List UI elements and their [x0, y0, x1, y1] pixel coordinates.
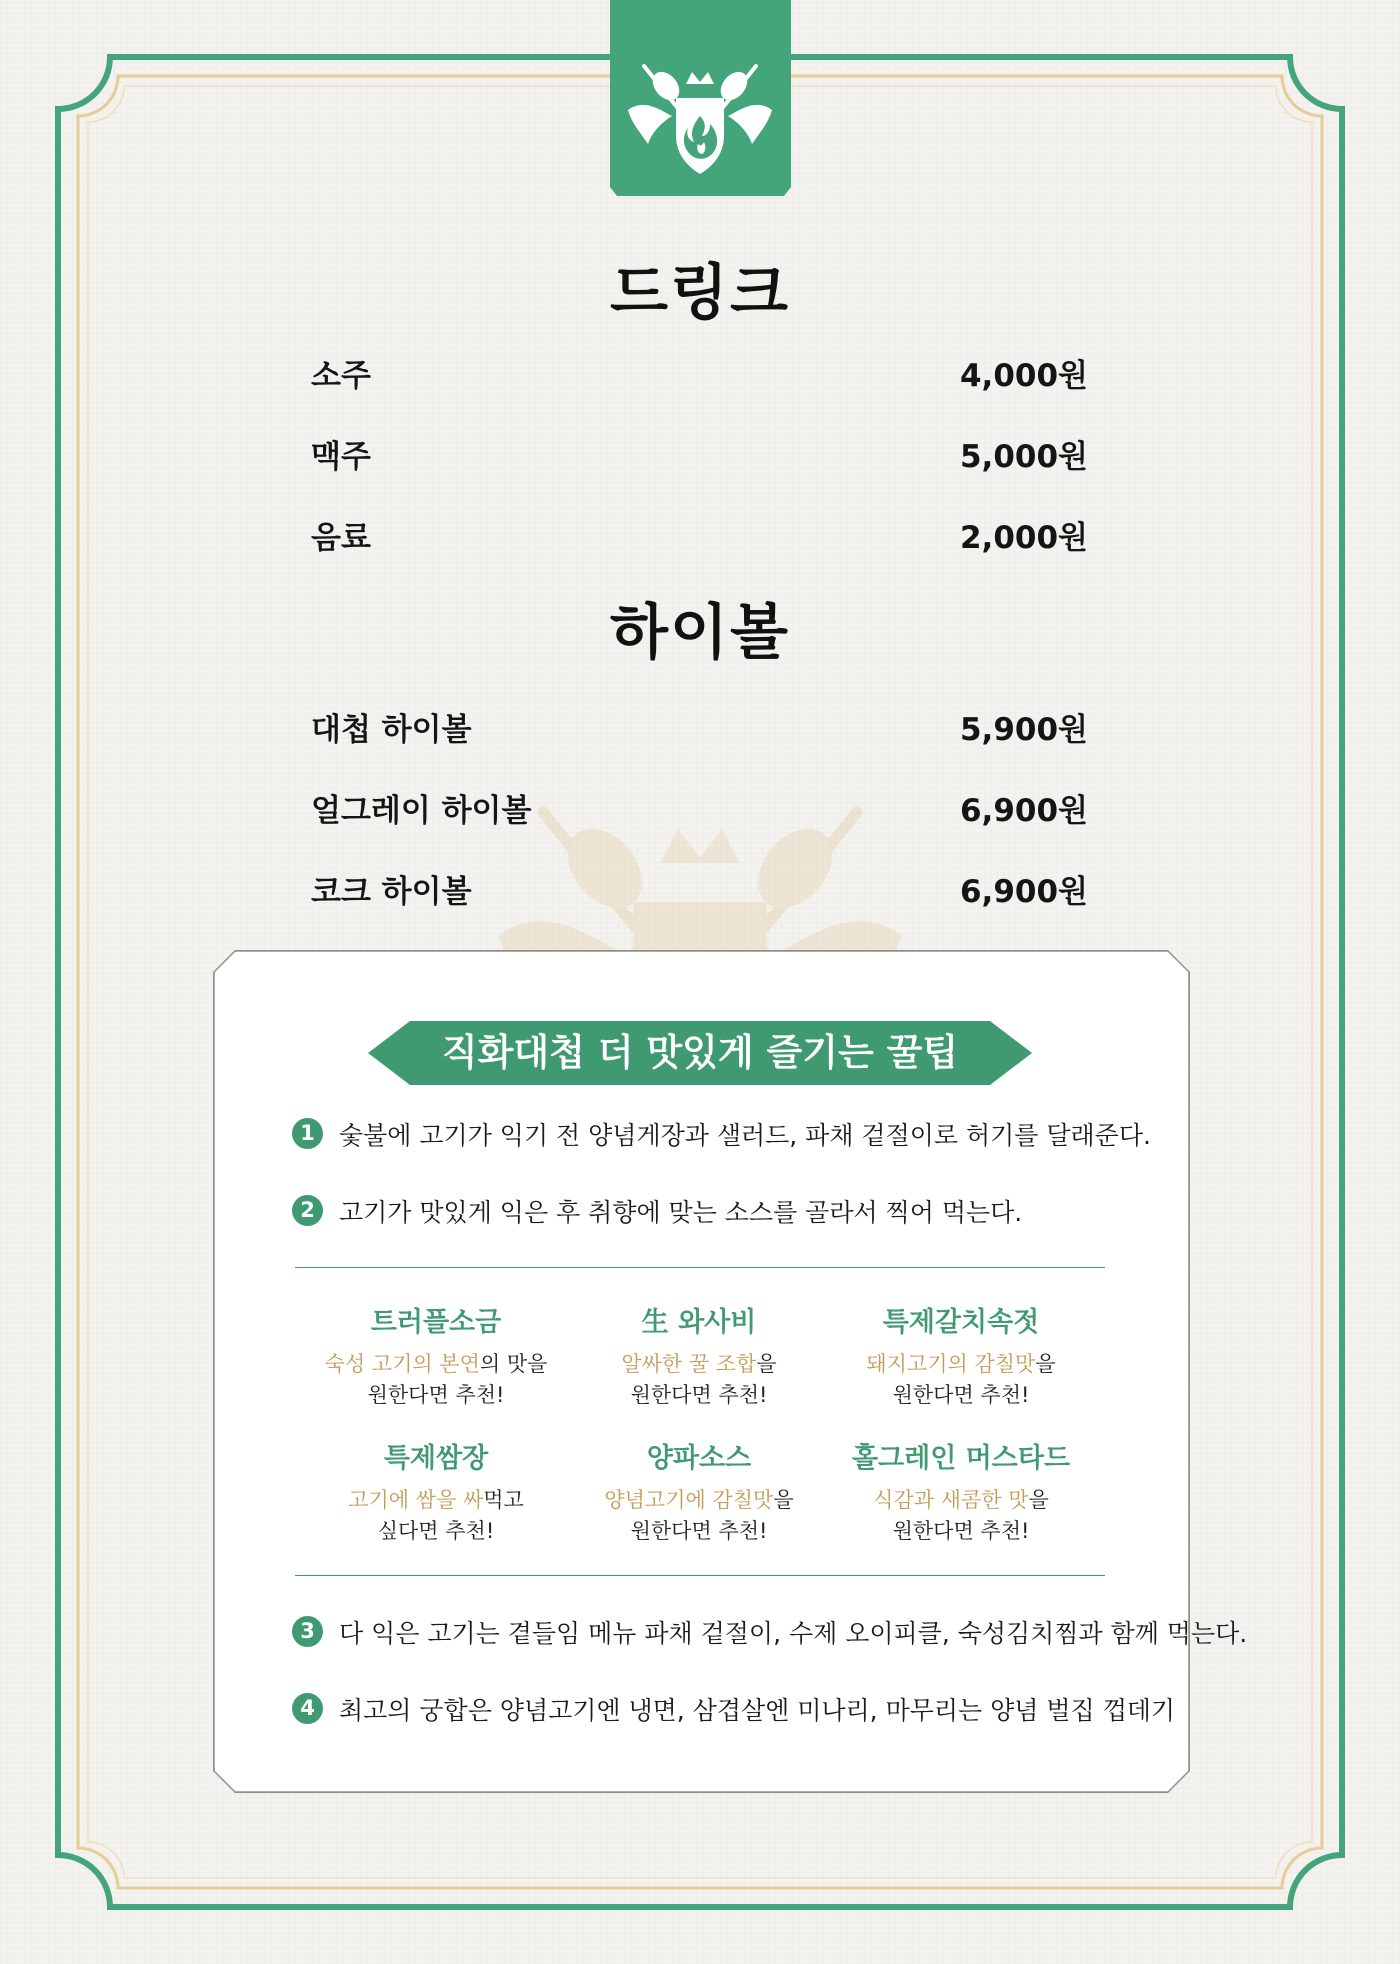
- sauce-truffle-salt: [306, 1300, 566, 1411]
- menu-item-name: 대첩 하이볼: [311, 712, 472, 748]
- sauce-description: 돼지고기의 감칠맛을 원한다면 추천!: [866, 1352, 1056, 1407]
- sauce-hairtail-jeotgal: [831, 1300, 1091, 1411]
- sauce-onion: [569, 1436, 829, 1547]
- highball-section-title: 하이볼: [610, 598, 790, 668]
- tip-text: 다 익은 고기는 곁들임 메뉴 파채 겉절이, 수제 오이피클, 숙성김치찜과 함께 먹는다.: [339, 1619, 1248, 1648]
- menu-row-soju: [311, 350, 1088, 398]
- tips-title: 직화대첩 더 맛있게 즐기는 꿀팁: [441, 1031, 959, 1074]
- sauce-name: 특제쌈장: [383, 1443, 489, 1474]
- sauce-name: 홀그레인 머스타드: [851, 1443, 1071, 1474]
- sauce-name: 양파소스: [646, 1443, 752, 1474]
- menu-row-coke-highball: [311, 866, 1088, 914]
- sauce-description: 고기에 쌈을 싸먹고 싶다면 추천!: [348, 1488, 524, 1543]
- crown-flame-emblem-icon: [626, 58, 774, 176]
- drinks-section-title: 드링크: [610, 258, 790, 328]
- menu-item-price: 4,000원: [959, 358, 1088, 394]
- sauce-special-ssamjang: [306, 1436, 566, 1547]
- menu-item-price: 6,900원: [959, 793, 1088, 829]
- sauce-description: 식감과 새콤한 맛을 원한다면 추천!: [873, 1488, 1049, 1543]
- tip-text: 고기가 맛있게 익은 후 취향에 맞는 소스를 골라서 찍어 먹는다.: [339, 1198, 1023, 1227]
- menu-item-name: 코크 하이볼: [311, 874, 472, 910]
- menu-row-beverage: [311, 512, 1088, 560]
- menu-item-price: 2,000원: [959, 520, 1088, 556]
- tips-divider-bottom: [295, 1575, 1105, 1576]
- menu-item-price: 5,900원: [959, 712, 1088, 748]
- menu-item-price: 6,900원: [959, 874, 1088, 910]
- numbered-circle-icon: 1: [292, 1118, 323, 1149]
- sauce-description: 알싸한 꿀 조합을 원한다면 추천!: [621, 1352, 777, 1407]
- menu-item-name: 소주: [311, 358, 371, 394]
- menu-item-name: 음료: [311, 520, 371, 556]
- numbered-circle-icon: 4: [292, 1693, 323, 1724]
- numbered-circle-icon: 3: [292, 1616, 323, 1647]
- numbered-circle-icon: 2: [292, 1195, 323, 1226]
- sauce-name: 특제갈치속젓: [882, 1307, 1040, 1338]
- menu-item-price: 5,000원: [959, 439, 1088, 475]
- sauce-description: 양념고기에 감칠맛을 원한다면 추천!: [604, 1488, 794, 1543]
- menu-row-beer: [311, 431, 1088, 479]
- tip-text: 최고의 궁합은 양념고기엔 냉면, 삼겹살엔 미나리, 마무리는 양념 벌집 껍데기: [339, 1696, 1176, 1725]
- menu-row-earlgrey-highball: [311, 785, 1088, 833]
- tips-divider-top: [295, 1267, 1105, 1268]
- sauce-name: 트러플소금: [370, 1307, 502, 1338]
- sauce-fresh-wasabi: [569, 1300, 829, 1411]
- sauce-description: 숙성 고기의 본연의 맛을 원한다면 추천!: [324, 1352, 548, 1407]
- sauce-wholegrain-mustard: [831, 1436, 1091, 1547]
- tip-text: 숯불에 고기가 익기 전 양념게장과 샐러드, 파채 겉절이로 허기를 달래준다.: [339, 1121, 1151, 1150]
- menu-row-daecheop-highball: [311, 704, 1088, 752]
- menu-item-name: 맥주: [311, 439, 371, 475]
- menu-item-name: 얼그레이 하이볼: [311, 793, 532, 829]
- sauce-name: 生 와사비: [641, 1307, 757, 1338]
